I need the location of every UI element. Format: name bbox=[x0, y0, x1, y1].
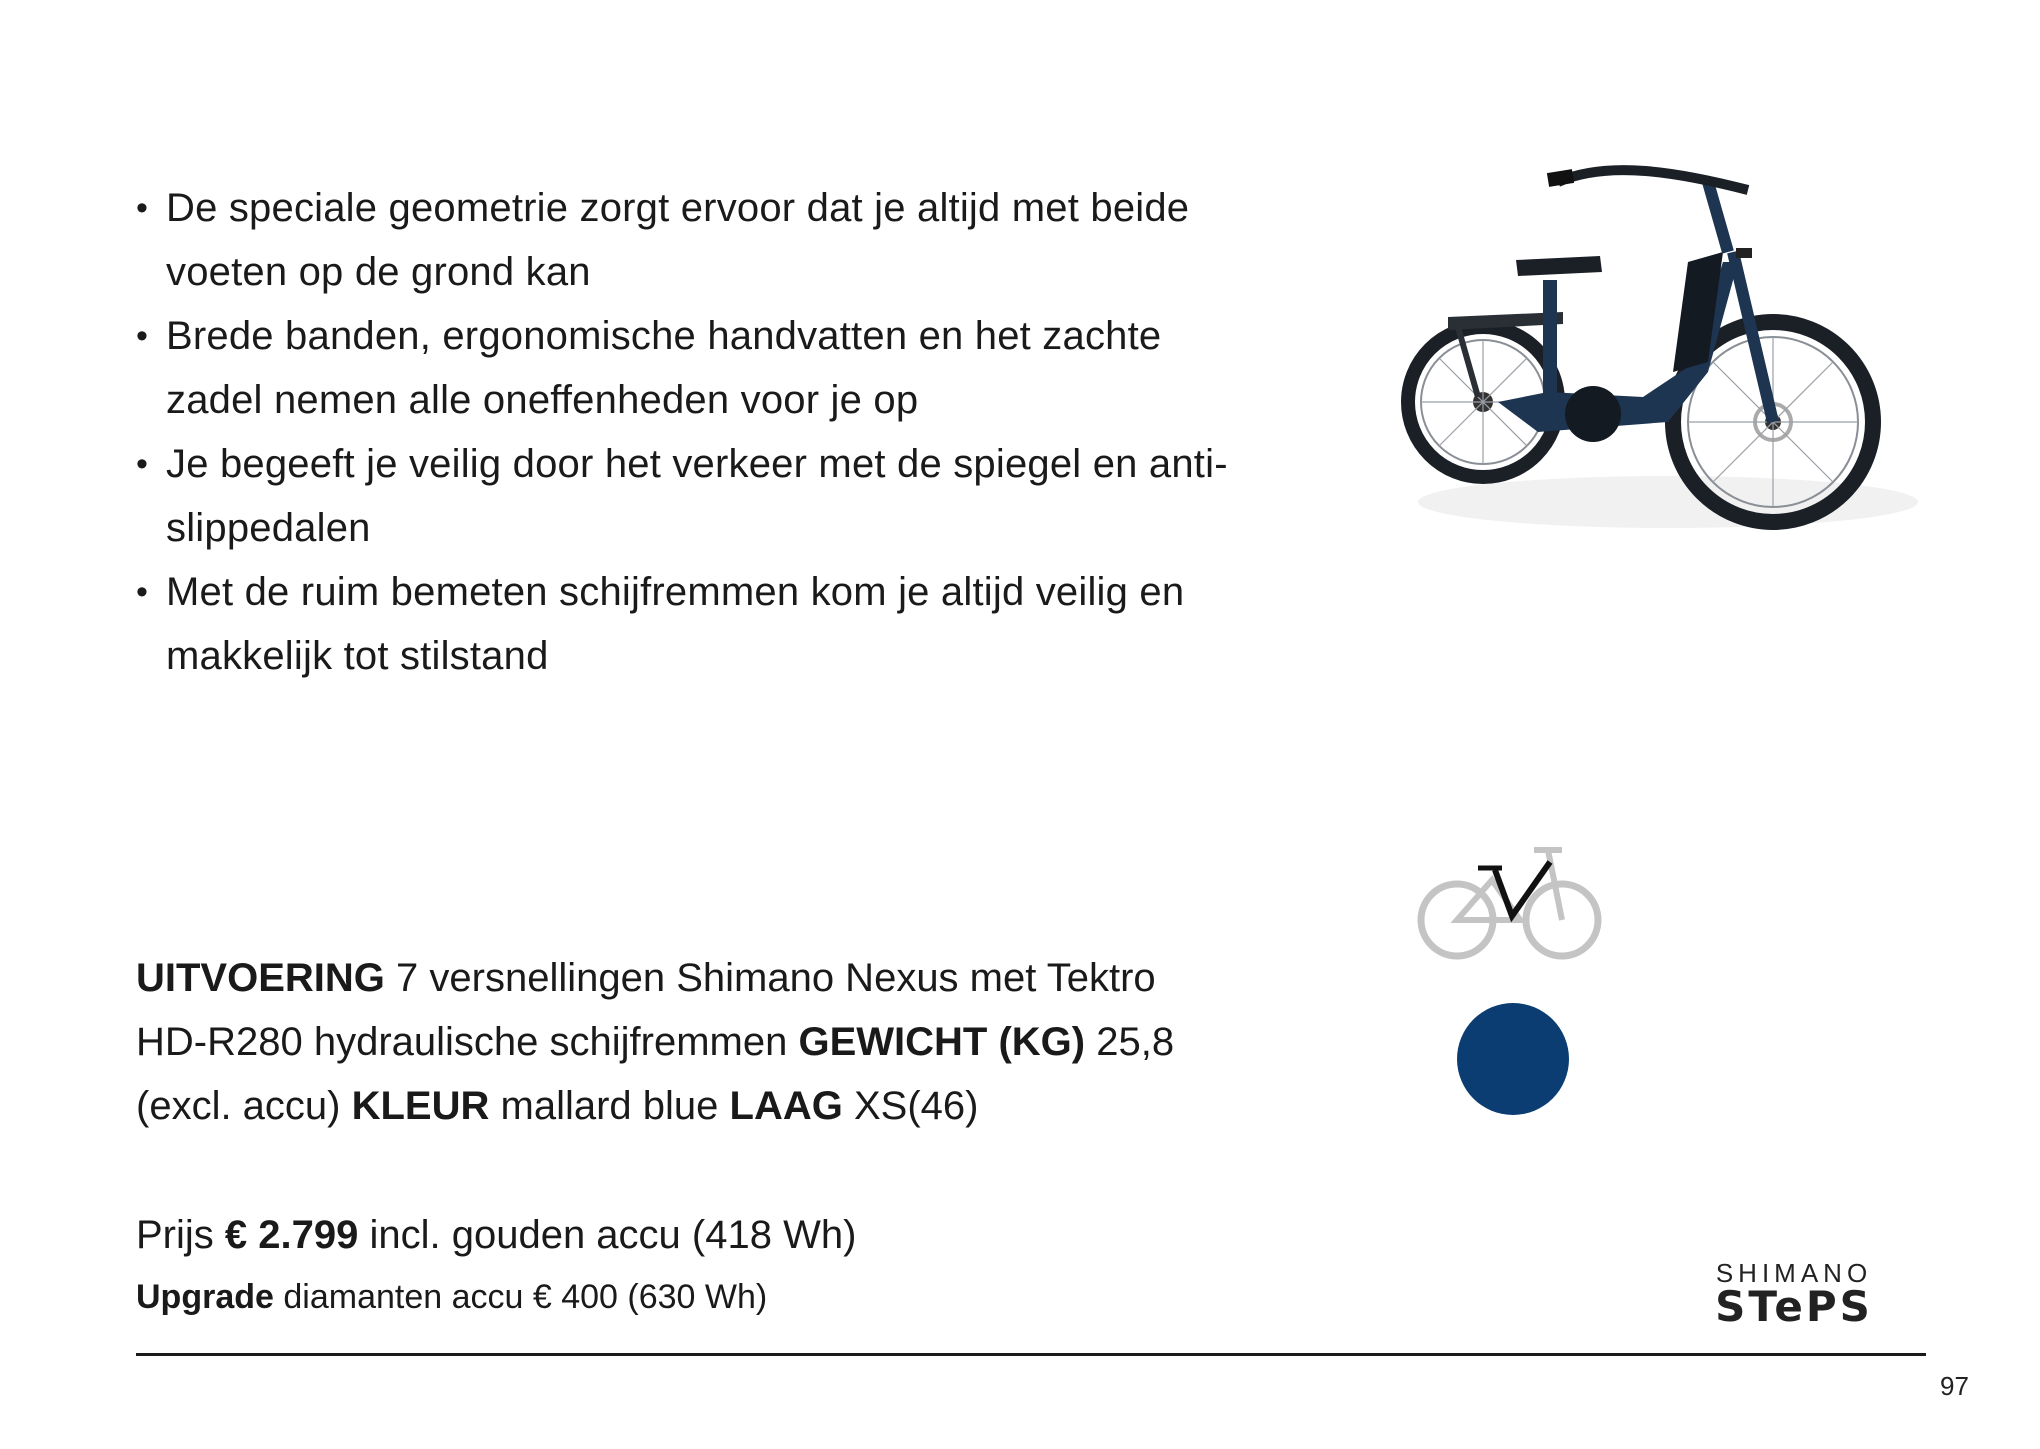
feature-list bbox=[136, 176, 1326, 688]
spec-label-uitvoering: UITVOERING bbox=[136, 956, 385, 1000]
feature-line: De speciale geometrie zorgt ervoor dat je altijd met beide bbox=[166, 186, 1190, 230]
logo-top-text: SHIMANO bbox=[1715, 1258, 1873, 1288]
divider bbox=[136, 1353, 1926, 1356]
feature-line: voeten op de grond kan bbox=[166, 250, 591, 294]
spec-value-uitvoering-cont: HD-R280 hydraulische schijfremmen bbox=[136, 1020, 799, 1064]
bullet: • bbox=[136, 189, 149, 227]
spec-value-laag: XS(46) bbox=[842, 1084, 979, 1128]
feature-line: Brede banden, ergonomische handvatten en het zachte bbox=[166, 314, 1162, 358]
feature-item bbox=[136, 560, 1326, 688]
spec-note-gewicht: (excl. accu) bbox=[136, 1084, 352, 1128]
spec-value-uitvoering: 7 versnellingen Shimano Nexus met Tektro bbox=[384, 956, 1156, 1000]
upgrade-label: Upgrade bbox=[136, 1278, 274, 1316]
shimano-steps-logo bbox=[1676, 1258, 1912, 1330]
upgrade-text: diamanten accu € 400 (630 Wh) bbox=[273, 1278, 768, 1316]
price-line bbox=[136, 1203, 856, 1267]
feature-line: zadel nemen alle oneffenheden voor je op bbox=[166, 378, 919, 422]
spec-value-gewicht: 25,8 bbox=[1085, 1020, 1175, 1064]
upgrade-line bbox=[136, 1272, 767, 1322]
feature-item bbox=[136, 304, 1326, 432]
color-swatch bbox=[1457, 1003, 1569, 1115]
bullet: • bbox=[136, 317, 149, 355]
price-suffix: incl. gouden accu (418 Wh) bbox=[358, 1213, 857, 1257]
spec-block bbox=[136, 946, 1316, 1138]
feature-line: Met de ruim bemeten schijfremmen kom je altijd veilig en bbox=[166, 570, 1185, 614]
spec-label-laag: LAAG bbox=[729, 1084, 843, 1128]
logo-bottom-text: STePS bbox=[1715, 1282, 1873, 1331]
bike-photo bbox=[1378, 152, 1923, 572]
spec-label-kleur: KLEUR bbox=[351, 1084, 490, 1128]
feature-line: slippedalen bbox=[166, 506, 371, 550]
spec-value-kleur: mallard blue bbox=[489, 1084, 730, 1128]
price-amount: € 2.799 bbox=[224, 1213, 359, 1257]
feature-item bbox=[136, 176, 1326, 304]
bullet: • bbox=[136, 573, 149, 611]
feature-item bbox=[136, 432, 1326, 560]
price-prefix: Prijs bbox=[136, 1213, 225, 1257]
page-number: 97 bbox=[1940, 1371, 1969, 1401]
feature-line: makkelijk tot stilstand bbox=[166, 634, 549, 678]
feature-line: Je begeeft je veilig door het verkeer met de spiegel en anti- bbox=[166, 442, 1228, 486]
frame-type-icon bbox=[1412, 840, 1612, 970]
bullet: • bbox=[136, 445, 149, 483]
spec-label-gewicht: GEWICHT (KG) bbox=[798, 1020, 1086, 1064]
